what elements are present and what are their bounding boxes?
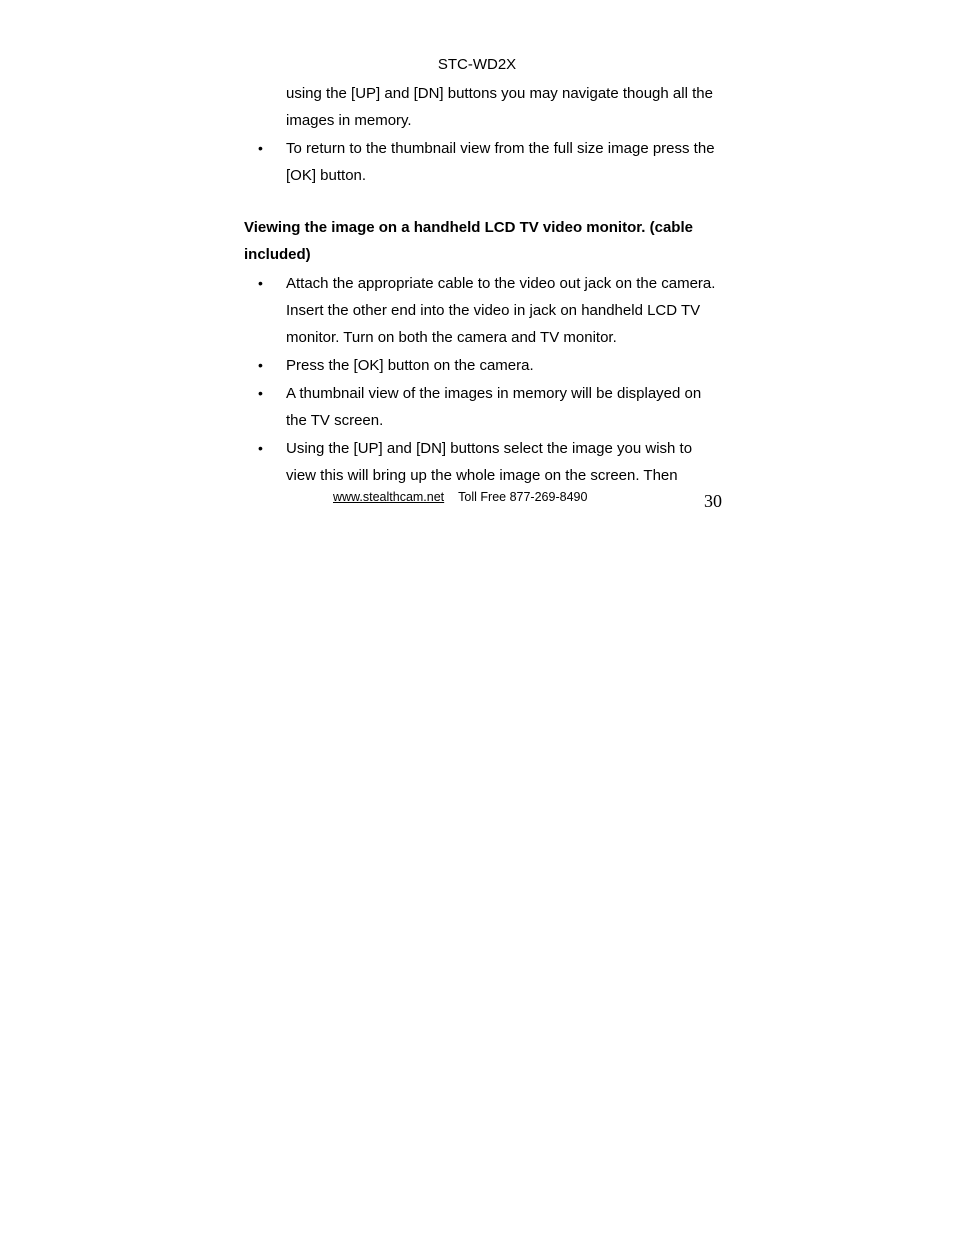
bullet-list-section xyxy=(244,270,724,489)
page-header xyxy=(0,56,954,74)
bullet-icon: • xyxy=(258,275,263,291)
bullet-list-top xyxy=(244,135,724,189)
page-footer xyxy=(333,488,587,506)
website-link[interactable]: www.stealthcam.net xyxy=(333,490,445,504)
bullet-icon: • xyxy=(258,440,263,456)
bullet-icon: • xyxy=(258,357,263,373)
list-item-text: Attach the appropriate cable to the video out jack on the camera. Insert the other end into the video in jack on handheld LCD TV monitor. Turn on both the camera and TV monitor. xyxy=(286,275,716,346)
list-item xyxy=(244,435,724,489)
list-item-text: A thumbnail view of the images in memory will be displayed on the TV screen. xyxy=(286,385,702,429)
section-heading: Viewing the image on a handheld LCD TV video monitor. (cable included) xyxy=(244,219,693,263)
list-item-text: Using the [UP] and [DN] buttons select the image you wish to view this will bring up the whole image on the screen. Then xyxy=(286,440,693,484)
bullet-icon: • xyxy=(258,385,263,401)
list-item-text: Press the [OK] button on the camera. xyxy=(286,357,534,374)
toll-free-number: Toll Free 877-269-8490 xyxy=(458,490,588,504)
list-item xyxy=(244,352,724,379)
model-name: STC-WD2X xyxy=(437,56,517,73)
bullet-icon: • xyxy=(258,140,263,156)
list-item-text: To return to the thumbnail view from the full size image press the [OK] button. xyxy=(286,140,715,184)
page-content xyxy=(244,80,724,490)
continuation-paragraph: using the [UP] and [DN] buttons you may navigate though all the images in memory. xyxy=(286,85,713,129)
page-number: 30 xyxy=(704,491,722,511)
list-item xyxy=(244,135,724,189)
list-item xyxy=(244,270,724,351)
list-item xyxy=(244,380,724,434)
